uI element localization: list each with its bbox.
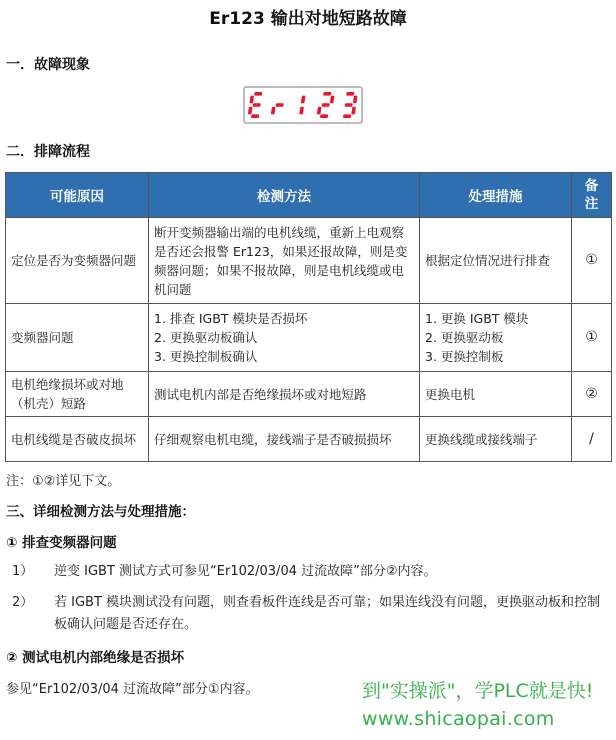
section-heading-details: 三、详细检测方法与处理措施： <box>6 504 195 520</box>
page-title: Er123 输出对地短路故障 <box>209 9 407 29</box>
cell-method: 测试电机内部是否绝缘损坏或对地短路 <box>149 372 420 417</box>
cell-cause: 定位是否为变频器问题 <box>6 218 149 304</box>
table-row <box>6 417 612 462</box>
reference-text: 参见“Er102/03/04 过流故障”部分①内容。 <box>6 682 259 697</box>
footnote: 注：①②详见下文。 <box>6 474 121 489</box>
segment <box>353 96 358 104</box>
cell-note: ① <box>572 218 612 304</box>
code-digit <box>299 96 305 115</box>
method-step: 3. 更换控制板确认 <box>154 349 258 364</box>
item-text: 逆变 IGBT 测试方式可参见“Er102/03/04 过流故障”部分②内容。 <box>54 564 437 579</box>
cell-method: 断开变频器输出端的电机线缆，重新上电观察是否还会报警 Er123，如果还报故障，则是变频器问题；如果不报故障，则是电机线缆或电机问题 <box>149 218 420 304</box>
cell-method: 仔细观察电机电缆，接线端子是否破损损坏 <box>149 417 420 462</box>
header-method: 检测方法 <box>149 173 420 218</box>
cell-action <box>420 304 572 372</box>
table-row <box>6 304 612 372</box>
segment <box>253 103 261 107</box>
method-step: 1. 排查 IGBT 模块是否损坏 <box>154 311 308 326</box>
site-watermark: www.shicaopai.com <box>362 708 555 730</box>
table-row <box>6 372 612 417</box>
item-number: 2） <box>12 595 34 610</box>
method-step: 2. 更换驱动板确认 <box>154 330 258 345</box>
cell-action: 根据定位情况进行排查 <box>420 218 572 304</box>
subheading-motor-insulation: ② 测试电机内部绝缘是否损坏 <box>6 650 185 666</box>
section-heading-symptom: 一．故障现象 <box>6 57 90 73</box>
segment <box>251 114 259 118</box>
section-heading-procedure: 二．排障流程 <box>6 144 90 160</box>
list-item <box>12 592 608 636</box>
seven-segment-code <box>245 88 361 122</box>
cell-action: 更换电机 <box>420 372 572 417</box>
item-text: 若 IGBT 模块测试没有问题，则查看板件连线是否可靠；如果连线没有问题，更换驱动板和控制板确认问题是否还存在。 <box>54 595 601 632</box>
code-digit <box>316 92 335 118</box>
code-digit <box>271 103 284 114</box>
cell-cause: 变频器问题 <box>6 304 149 372</box>
segment <box>276 103 284 107</box>
code-digit <box>247 92 262 118</box>
cell-cause: 电机线缆是否破皮损坏 <box>6 417 149 462</box>
code-digit <box>343 92 358 118</box>
segment <box>322 103 330 107</box>
action-step: 2. 更换驱动板 <box>425 330 504 345</box>
cell-method <box>149 304 420 372</box>
segment <box>271 107 276 115</box>
cell-note: ① <box>572 304 612 372</box>
segment <box>299 107 304 115</box>
fault-code-display <box>243 86 363 124</box>
segment <box>317 107 322 115</box>
segment <box>301 96 306 104</box>
header-action: 处理措施 <box>420 173 572 218</box>
cell-note: / <box>572 417 612 462</box>
cell-cause: 电机绝缘损坏或对地（机壳）短路 <box>6 372 149 417</box>
segment <box>351 107 356 115</box>
cell-note: ② <box>572 372 612 417</box>
segment <box>346 92 354 96</box>
header-cause: 可能原因 <box>6 173 149 218</box>
table-row <box>6 218 612 304</box>
header-note: 备注 <box>572 173 612 218</box>
subheading-inverter: ① 排查变频器问题 <box>6 535 117 551</box>
promo-watermark: 到"实操派"，学PLC就是快! <box>362 680 594 702</box>
table-header-row <box>6 173 612 218</box>
list-item <box>12 561 608 583</box>
cell-action: 更换线缆或接线端子 <box>420 417 572 462</box>
segment <box>323 92 331 96</box>
item-number: 1） <box>12 564 34 579</box>
segment <box>345 103 353 107</box>
segment <box>249 96 254 104</box>
segment <box>248 107 253 115</box>
troubleshooting-table <box>5 172 612 462</box>
segment <box>254 92 262 96</box>
segment <box>330 96 335 104</box>
segment <box>320 114 328 118</box>
action-step: 3. 更换控制板 <box>425 349 504 364</box>
segment <box>343 114 351 118</box>
action-step: 1. 更换 IGBT 模块 <box>425 311 529 326</box>
